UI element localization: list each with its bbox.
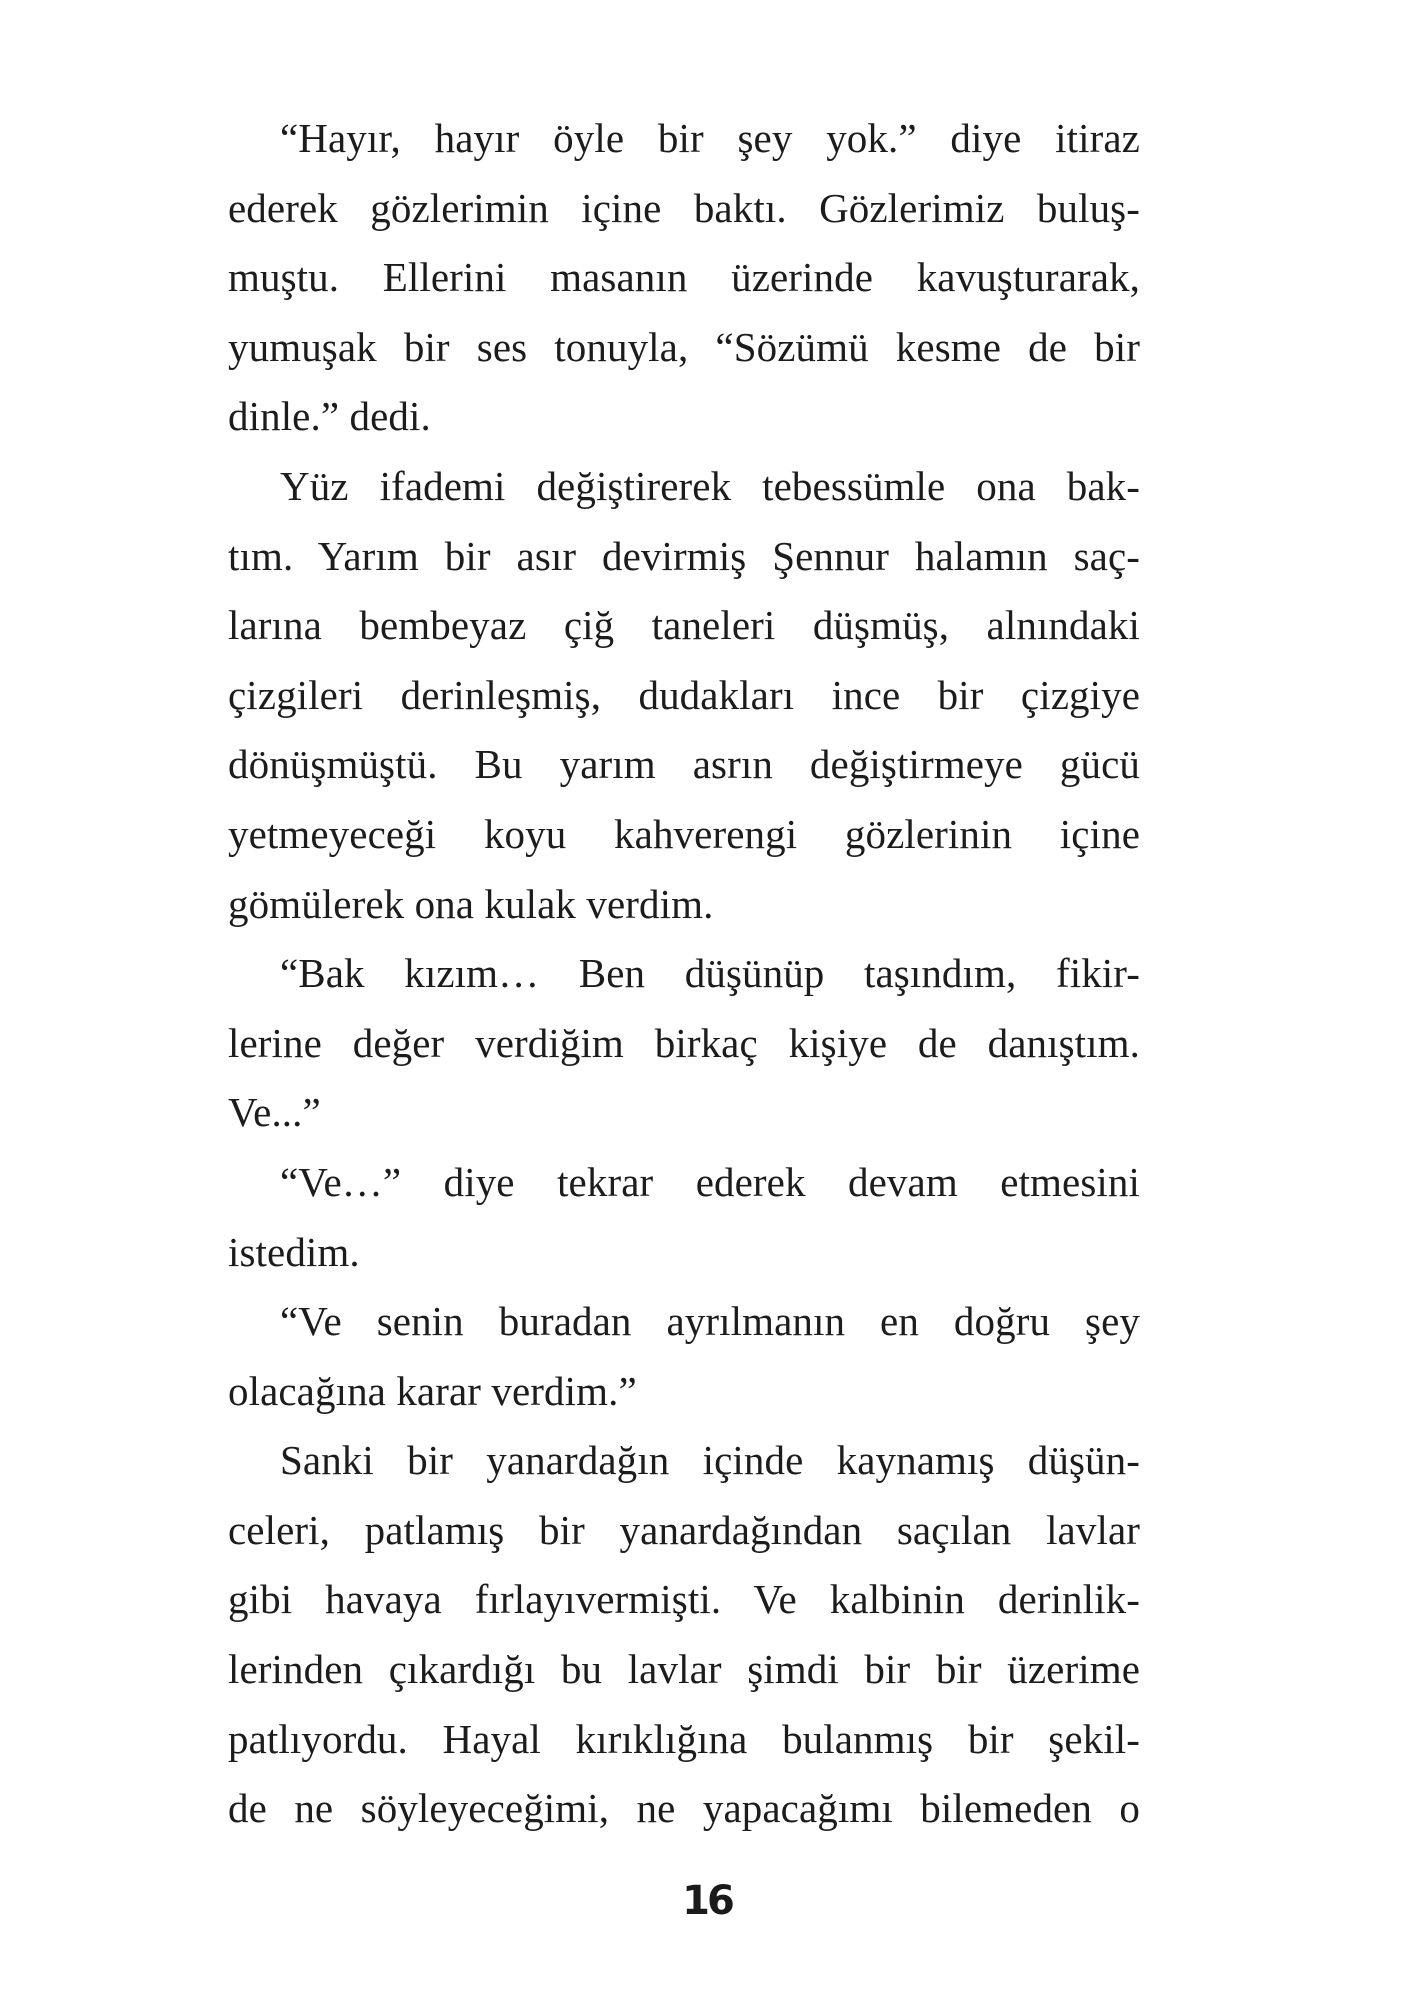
text-line: “Hayır, hayır öyle bir şey yok.” diye itiraz bbox=[280, 115, 1140, 161]
text-line: yumuşak bir ses tonuyla, “Sözümü kesme de bir bbox=[228, 323, 1140, 370]
text-line: Ve...” bbox=[228, 1089, 321, 1136]
text-line: lerine değer verdiğim birkaç kişiye de danıştım. bbox=[228, 1019, 1140, 1066]
text-line: “Ve senin buradan ayrılmanın en doğru şey bbox=[280, 1298, 1140, 1345]
page-body bbox=[228, 104, 1140, 1844]
text-line: gömülerek ona kulak verdim. bbox=[228, 880, 714, 927]
text-line: lerinden çıkardığı bu lavlar şimdi bir bir üzerime bbox=[228, 1646, 1140, 1693]
text-line: çizgileri derinleşmiş, dudakları ince bir çizgiye bbox=[228, 671, 1140, 718]
text-line: olacağına karar verdim.” bbox=[228, 1367, 637, 1414]
text-line: gibi havaya fırlayıvermişti. Ve kalbinin derinlik- bbox=[228, 1576, 1140, 1623]
text-line: “Ve…” diye tekrar ederek devam etmesini bbox=[280, 1158, 1140, 1205]
text-line: dönüşmüştü. Bu yarım asrın değiştirmeye gücü bbox=[228, 741, 1140, 788]
page-number: 16 bbox=[682, 1878, 732, 1924]
text-line: ederek gözlerimin içine baktı. Gözlerimiz buluş- bbox=[228, 184, 1140, 231]
text-line: larına bembeyaz çiğ taneleri düşmüş, alnındaki bbox=[228, 602, 1140, 649]
text-line: patlıyordu. Hayal kırıklığına bulanmış bir şekil- bbox=[228, 1715, 1140, 1762]
text-line: Sanki bir yanardağın içinde kaynamış düşün- bbox=[280, 1437, 1140, 1484]
text-line: muştu. Ellerini masanın üzerinde kavuşturarak, bbox=[228, 254, 1140, 301]
text-line: “Bak kızım… Ben düşünüp taşındım, fikir- bbox=[280, 950, 1140, 997]
text-line: tım. Yarım bir asır devirmiş Şennur halamın saç- bbox=[228, 532, 1140, 579]
text-line: celeri, patlamış bir yanardağından saçılan lavlar bbox=[228, 1506, 1140, 1553]
text-line: dinle.” dedi. bbox=[228, 393, 431, 440]
text-line: Yüz ifademi değiştirerek tebessümle ona bak- bbox=[280, 462, 1140, 509]
text-line: de ne söyleyeceğimi, ne yapacağımı bilemeden o bbox=[228, 1785, 1140, 1832]
text-line: yetmeyeceği koyu kahverengi gözlerinin içine bbox=[228, 810, 1140, 857]
text-line: istedim. bbox=[228, 1228, 360, 1275]
